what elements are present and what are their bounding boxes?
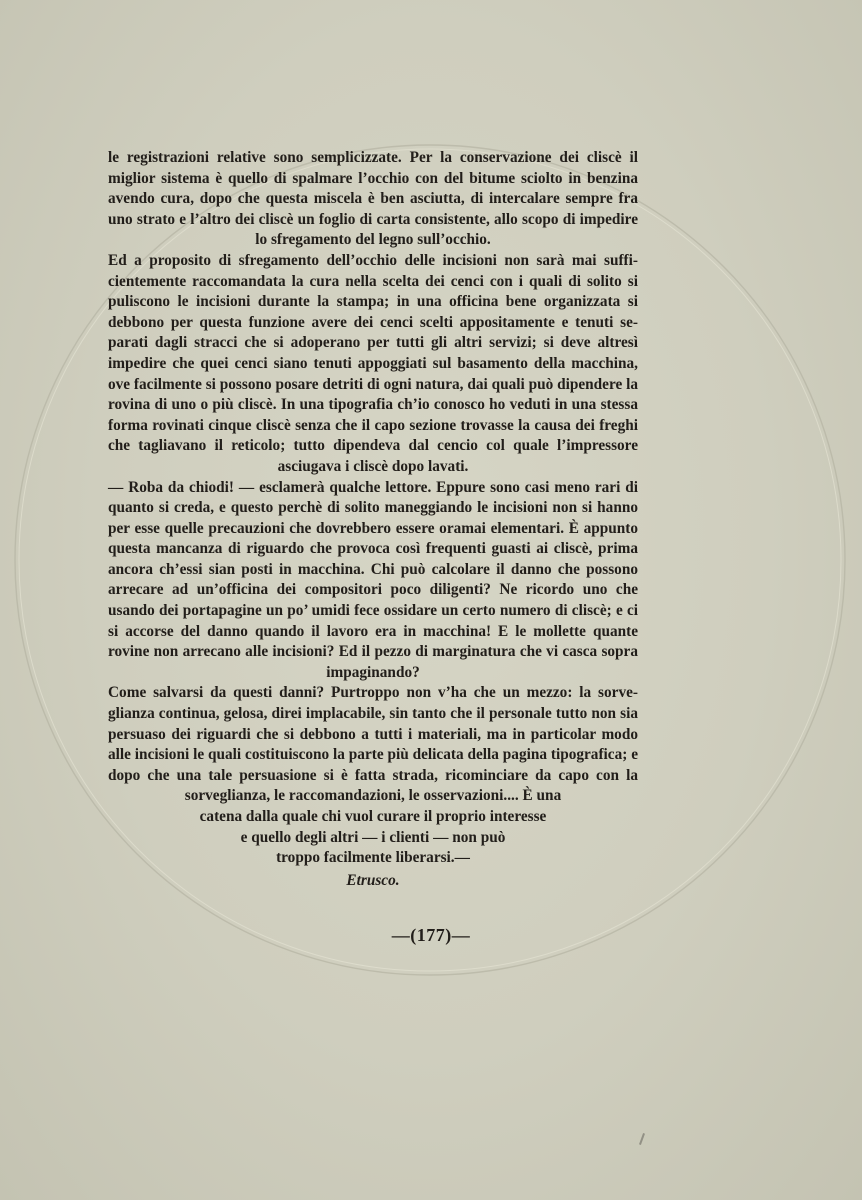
closing-line-1: catena dalla quale chi vuol curare il proprio interesse: [199, 808, 547, 825]
paragraph-3: — Roba da chiodi! — esclamerà qualche lettore. Eppure sono casi meno rari di quanto si creda, e questo perchè di solito maneggiando le incisioni non si hanno per esse quelle precauzioni che dovrebbero essere oramai elementari. È appunto questa mancanza di riguardo che provoca così frequenti guasti ai cliscè, prima ancora ch’essi sian posti in macchina. Chi può calcolare il danno che possono arrecare ad un’officina dei compositori poco diligenti? Ne ricordo uno che usando dei portapagine un po’ umidi fece ossidare un certo numero di cliscè; e ci si accorse del danno quando il lavoro era in macchina! E le mollette quante rovine non arrecano alle incisioni? Ed il pezzo di marginatura che vi casca sopra impaginando?: [108, 478, 638, 681]
paragraph-4: Come salvarsi da questi danni? Purtroppo non v’ha che un mezzo: la sorveglianza continua, gelosa, direi implacabile, sin tanto che il personale tutto non sia persuaso dei riguardi che si debbono a tutti i materiali, ma in particolar modo alle incisioni le quali costituiscono la parte più delicata della pagina tipografica; e dopo che una tale persuasione si è fatta strada, ricominciare da capo con la sorveglianza, le raccomandazioni, le osservazioni.... È una: [108, 684, 638, 805]
closing-line-2: e quello degli altri — i clienti — non può: [240, 828, 506, 846]
closing-line-3: troppo facilmente liberarsi.—: [276, 849, 470, 867]
author-signature: Etrusco.: [346, 871, 400, 889]
page-number: —(177)—: [391, 925, 471, 945]
paper-speck: [639, 1133, 645, 1145]
paragraph-1: le registrazioni relative sono semplicizzate. Per la conservazione dei cliscè il miglior sistema è quello di spalmare l’occhio con del bitume sciolto in benzina avendo cura, dopo che questa miscela è ben asciutta, di intercalare sempre fra uno strato e l’altro dei cliscè un foglio di carta consistente, allo scopo di impedire lo sfregamento del legno sull’occhio.: [108, 149, 638, 249]
paragraph-2: Ed a proposito di sfregamento dell’occhio delle incisioni non sarà mai sufficientemente raccomandata la cura nella scelta dei cenci con i quali di solito si puliscono le incisioni durante la stampa; in una officina bene organizzata si debbono per questa funzione avere dei cenci scelti appositamente e tenuti separati dagli stracci che si adoperano per tutti gli altri servizi; si deve altresì impedire che quei cenci siano tenuti appoggiati sul basamento della macchina, ove facilmente si possono posare detriti di ogni natura, dai quali può dipendere la rovina di uno o più cliscè. In una tipografia ch’io conosco ho veduti in una stessa forma rovinati cinque cliscè senza che il capo sezione trovasse la causa dei freghi che tagliavano il reticolo; tutto dipendeva dal cencio col quale l’impressore asciugava i cliscè dopo lavati.: [108, 251, 638, 475]
article-text: [108, 148, 638, 891]
